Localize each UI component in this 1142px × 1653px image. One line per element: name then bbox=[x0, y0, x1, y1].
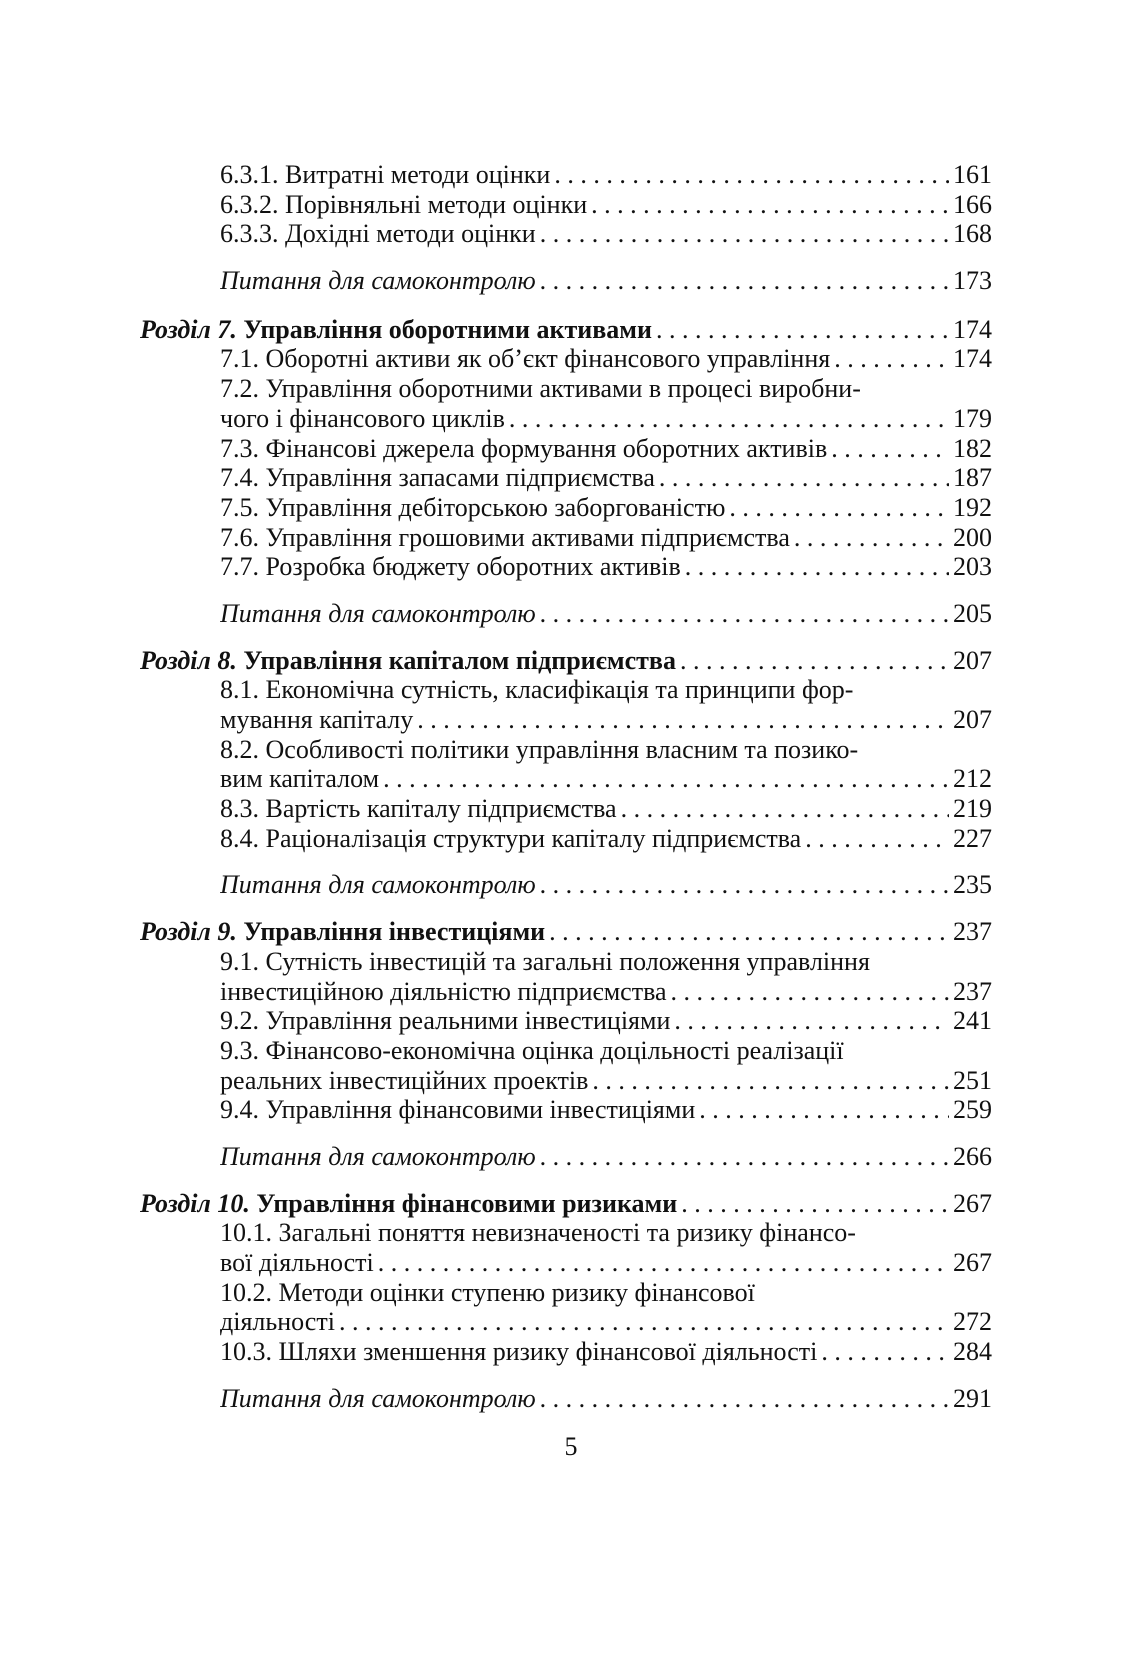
toc-entry-page: 182 bbox=[953, 433, 992, 463]
section-title: Управління фінансовими ризиками bbox=[256, 1188, 678, 1218]
toc-entry-page: 266 bbox=[953, 1141, 992, 1171]
toc-questions-entry bbox=[220, 599, 992, 629]
toc-section-heading bbox=[140, 315, 992, 345]
toc-entry bbox=[220, 493, 992, 523]
toc-entry bbox=[220, 160, 992, 190]
toc-entry-line: 9.1. Сутність інвестицій та загальні положення управління bbox=[220, 946, 870, 976]
toc-entry-page: 291 bbox=[953, 1383, 992, 1413]
section-label: Розділ 9. bbox=[140, 917, 237, 947]
toc-entry-page: 161 bbox=[953, 160, 992, 189]
toc-entry-text: Питання для самоконтролю bbox=[220, 598, 536, 628]
toc-entry bbox=[220, 977, 992, 1007]
toc-entry-page: 237 bbox=[953, 976, 992, 1006]
toc-entry-text: 7.3. Фінансові джерела формування оборотних активів bbox=[220, 433, 828, 463]
toc-entry-text: діяльності bbox=[220, 1307, 335, 1337]
toc-entry-page: 187 bbox=[953, 463, 992, 493]
toc-entry-line: 9.3. Фінансово-економічна оцінка доцільності реалізації bbox=[220, 1035, 844, 1065]
toc-entry-text: 9.4. Управління фінансовими інвестиціями bbox=[220, 1095, 696, 1125]
toc-entry-page: 212 bbox=[953, 764, 992, 794]
toc-entry-text: 8.4. Раціоналізація структури капіталу підприємства bbox=[220, 823, 802, 853]
toc-entry-text: Питання для самоконтролю bbox=[220, 1141, 536, 1171]
toc-entry-page: 235 bbox=[953, 870, 992, 900]
toc-entry-text: Питання для самоконтролю bbox=[220, 266, 536, 296]
toc-entry-page: 251 bbox=[953, 1065, 992, 1095]
toc-entry bbox=[220, 1307, 992, 1337]
toc-entry bbox=[220, 794, 992, 824]
toc-entry-text: вим капіталом bbox=[220, 764, 380, 794]
toc-entry-text: 6.3.3. Дохідні методи оцінки bbox=[220, 219, 536, 249]
toc-entry-page: 207 bbox=[953, 705, 992, 734]
toc-section-heading bbox=[140, 1189, 992, 1219]
toc-section-heading bbox=[140, 646, 992, 676]
section-label: Розділ 10. bbox=[140, 1188, 250, 1218]
toc-entry-line: 7.2. Управління оборотними активами в процесі виробни- bbox=[220, 374, 861, 404]
toc-entry-text: інвестиційною діяльністю підприємства bbox=[220, 976, 667, 1006]
toc-entry-text: 7.1. Оборотні активи як об’єкт фінансового управління bbox=[220, 344, 831, 374]
toc-entry-page: 200 bbox=[953, 522, 992, 552]
toc-entry bbox=[220, 190, 992, 220]
toc-entry-text: вої діяльності bbox=[220, 1248, 374, 1277]
toc-entry-text: реальних інвестиційних проектів bbox=[220, 1065, 589, 1095]
toc-entry bbox=[220, 1066, 992, 1096]
toc-entry bbox=[220, 1006, 992, 1036]
toc-entry-line: 8.2. Особливості політики управління власним та позико- bbox=[220, 734, 859, 764]
toc-entry-page: 227 bbox=[953, 823, 992, 853]
toc-entry-page: 203 bbox=[953, 552, 992, 582]
toc-entry-line: 10.2. Методи оцінки ступеню ризику фінансової bbox=[220, 1277, 755, 1307]
toc-entry bbox=[220, 764, 992, 794]
toc-entry-text: Питання для самоконтролю bbox=[220, 870, 536, 900]
toc-entry-text: 6.3.2. Порівняльні методи оцінки bbox=[220, 189, 588, 219]
toc-entry-page: 174 bbox=[953, 344, 992, 374]
toc-entry-line: 10.1. Загальні поняття невизначеності та ризику фінансо- bbox=[220, 1218, 856, 1248]
toc-entry-page: 207 bbox=[953, 645, 992, 675]
page-number: 5 bbox=[564, 1432, 578, 1461]
toc-entry bbox=[220, 1337, 992, 1367]
toc-entry-text: 8.3. Вартість капіталу підприємства bbox=[220, 794, 617, 824]
toc-entry-page: 284 bbox=[953, 1337, 992, 1367]
toc-questions-entry bbox=[220, 266, 992, 296]
toc-entry bbox=[220, 404, 992, 434]
toc-entry-text: 7.6. Управління грошовими активами підприємства bbox=[220, 522, 790, 552]
toc-entry-text: 7.7. Розробка бюджету оборотних активів bbox=[220, 552, 681, 582]
toc-entry-page: 174 bbox=[953, 314, 992, 344]
section-label: Розділ 7. bbox=[140, 314, 237, 344]
toc-entry bbox=[220, 705, 992, 735]
toc-entry-text: 7.4. Управління запасами підприємства bbox=[220, 463, 655, 493]
toc-questions-entry bbox=[220, 1142, 992, 1172]
table-of-contents bbox=[140, 160, 992, 1413]
toc-entry-line: 8.1. Економічна сутність, класифікація та принципи фор- bbox=[220, 675, 854, 705]
toc-entry bbox=[220, 463, 992, 493]
toc-entry bbox=[220, 219, 992, 249]
toc-entry-page: 219 bbox=[953, 794, 992, 824]
section-title: Управління капіталом підприємства bbox=[243, 645, 676, 675]
toc-entry bbox=[220, 1248, 992, 1278]
toc-entry-text: 6.3.1. Витратні методи оцінки bbox=[220, 160, 551, 189]
section-title: Управління інвестиціями bbox=[243, 917, 546, 947]
toc-entry bbox=[220, 824, 992, 854]
toc-entry-page: 241 bbox=[953, 1006, 992, 1036]
toc-entry-page: 259 bbox=[953, 1095, 992, 1125]
toc-entry-text: мування капіталу bbox=[220, 705, 414, 734]
toc-entry bbox=[220, 434, 992, 464]
toc-entry-text: 7.5. Управління дебіторською заборгованістю bbox=[220, 492, 726, 522]
toc-entry-page: 179 bbox=[953, 403, 992, 433]
section-label: Розділ 8. bbox=[140, 645, 237, 675]
toc-entry-page: 166 bbox=[953, 189, 992, 219]
toc-questions-entry bbox=[220, 870, 992, 900]
toc-entry bbox=[220, 1095, 992, 1125]
toc-entry-page: 168 bbox=[953, 219, 992, 249]
section-title: Управління оборотними активами bbox=[243, 314, 652, 344]
toc-section-heading bbox=[140, 917, 992, 947]
toc-entry bbox=[220, 523, 992, 553]
toc-entry bbox=[220, 344, 992, 374]
toc-entry-page: 267 bbox=[953, 1248, 992, 1277]
toc-entry-text: чого і фінансового циклів bbox=[220, 403, 505, 433]
toc-entry bbox=[220, 552, 992, 582]
toc-entry-page: 205 bbox=[953, 598, 992, 628]
toc-entry-page: 173 bbox=[953, 266, 992, 296]
toc-entry-page: 267 bbox=[953, 1188, 992, 1218]
toc-entry-page: 272 bbox=[953, 1307, 992, 1337]
toc-entry-page: 237 bbox=[953, 917, 992, 947]
toc-entry-text: Питання для самоконтролю bbox=[220, 1383, 536, 1413]
toc-entry-text: 10.3. Шляхи зменшення ризику фінансової діяльності bbox=[220, 1337, 818, 1367]
toc-entry-page: 192 bbox=[953, 492, 992, 522]
toc-questions-entry bbox=[220, 1384, 992, 1414]
toc-entry-text: 9.2. Управління реальними інвестиціями bbox=[220, 1006, 671, 1036]
